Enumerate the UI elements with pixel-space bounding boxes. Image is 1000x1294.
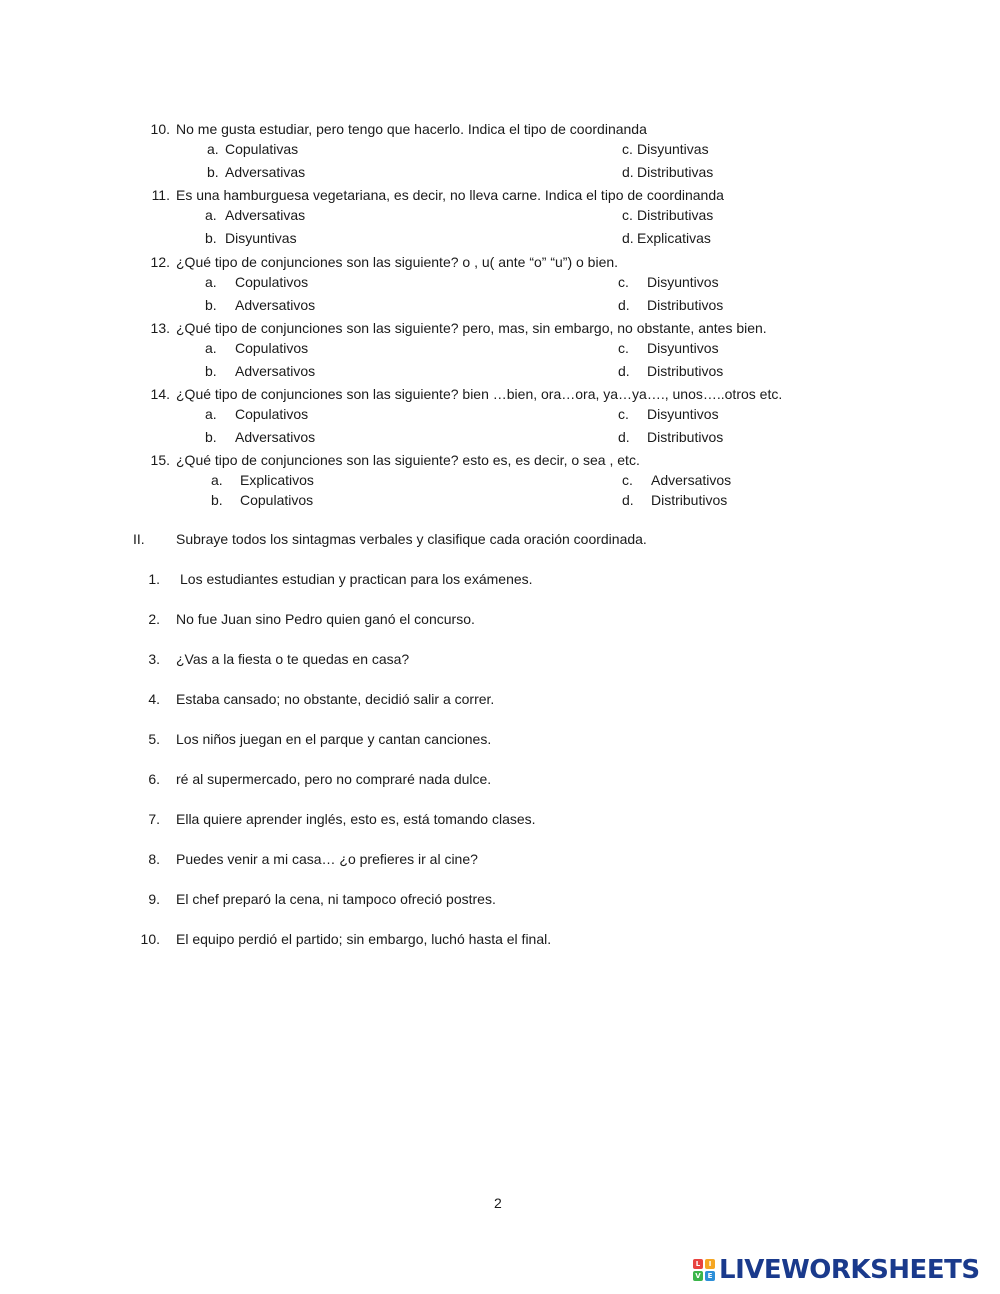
sentence-text: Los niños juegan en el parque y cantan canciones.: [176, 731, 492, 747]
option-letter: b.: [205, 429, 217, 445]
option-letter: c.: [618, 340, 629, 356]
sentence-number: 10.: [140, 931, 160, 947]
question-text: No me gusta estudiar, pero tengo que hacerlo. Indica el tipo de coordinanda: [176, 121, 647, 137]
sentence-text: El equipo perdió el partido; sin embargo, luchó hasta el final.: [176, 931, 552, 947]
option-letter: a.: [205, 406, 217, 422]
option-text: Explicativas: [637, 230, 711, 246]
section-instruction: Subraye todos los sintagmas verbales y clasifique cada oración coordinada.: [176, 531, 647, 547]
logo-mark-tile: L: [693, 1259, 703, 1269]
option-text: Disyuntivas: [637, 141, 709, 157]
question-number: 13.: [150, 320, 170, 336]
option-letter: a.: [205, 340, 217, 356]
option-letter: b.: [211, 492, 223, 508]
option-letter: b.: [205, 230, 217, 246]
option-text: Adversativos: [235, 363, 316, 379]
option-letter: b.: [207, 164, 219, 180]
option-letter: c.: [618, 406, 629, 422]
option-text: Copulativos: [235, 406, 309, 422]
option-text: Copulativos: [235, 340, 309, 356]
sentence-number: 2.: [148, 611, 160, 627]
option-text: Adversativas: [225, 164, 306, 180]
sentence-text: No fue Juan sino Pedro quien ganó el concurso.: [176, 611, 475, 627]
logo-mark-tile: I: [705, 1259, 715, 1269]
option-letter: d.: [622, 164, 634, 180]
sentence-number: 7.: [148, 811, 160, 827]
question-text: ¿Qué tipo de conjunciones son las siguiente? pero, mas, sin embargo, no obstante, antes bien.: [176, 320, 767, 336]
option-letter: a.: [205, 207, 217, 223]
option-text: Explicativos: [240, 472, 314, 488]
option-text: Distributivos: [647, 297, 724, 313]
sentence-text: Puedes venir a mi casa… ¿o prefieres ir al cine?: [176, 851, 478, 867]
option-text: Disyuntivos: [647, 406, 719, 422]
sentence-number: 3.: [148, 651, 160, 667]
logo-mark-tile: V: [693, 1271, 703, 1281]
option-letter: d.: [618, 363, 630, 379]
question-number: 15.: [150, 452, 170, 468]
liveworksheets-logo: [693, 1256, 980, 1284]
option-letter: c.: [622, 141, 633, 157]
option-letter: a.: [207, 141, 219, 157]
sentence-text: ré al supermercado, pero no compraré nada dulce.: [176, 771, 492, 787]
option-letter: a.: [205, 274, 217, 290]
question-text: Es una hamburguesa vegetariana, es decir, no lleva carne. Indica el tipo de coordinanda: [176, 187, 724, 203]
option-text: Distributivos: [647, 363, 724, 379]
logo-mark-icon: [693, 1259, 715, 1281]
option-text: Adversativas: [225, 207, 306, 223]
sentence-number: 8.: [148, 851, 160, 867]
option-text: Disyuntivas: [225, 230, 297, 246]
sentence-number: 1.: [148, 571, 160, 587]
option-text: Adversativos: [235, 297, 316, 313]
question-text: ¿Qué tipo de conjunciones son las siguiente? o , u( ante “o” “u”) o bien.: [176, 254, 619, 270]
option-text: Distributivas: [637, 207, 714, 223]
option-letter: c.: [618, 274, 629, 290]
option-text: Copulativos: [240, 492, 314, 508]
option-letter: c.: [622, 472, 633, 488]
sentence-number: 6.: [148, 771, 160, 787]
question-number: 12.: [150, 254, 170, 270]
sentence-number: 9.: [148, 891, 160, 907]
option-letter: b.: [205, 297, 217, 313]
section-roman-numeral: II.: [133, 531, 145, 547]
option-letter: d.: [622, 492, 634, 508]
question-number: 14.: [150, 386, 170, 402]
option-letter: d.: [622, 230, 634, 246]
option-text: Adversativos: [235, 429, 316, 445]
sentence-text: Ella quiere aprender inglés, esto es, está tomando clases.: [176, 811, 536, 827]
option-letter: d.: [618, 297, 630, 313]
option-text: Copulativos: [235, 274, 309, 290]
sentence-number: 4.: [148, 691, 160, 707]
sentence-text: El chef preparó la cena, ni tampoco ofreció postres.: [176, 891, 496, 907]
sentence-text: ¿Vas a la fiesta o te quedas en casa?: [176, 651, 410, 667]
sentence-text: Los estudiantes estudian y practican para los exámenes.: [180, 571, 533, 587]
option-text: Adversativos: [651, 472, 732, 488]
logo-mark-tile: E: [705, 1271, 715, 1281]
option-letter: a.: [211, 472, 223, 488]
question-number: 11.: [151, 187, 170, 203]
option-letter: c.: [622, 207, 633, 223]
option-letter: b.: [205, 363, 217, 379]
question-text: ¿Qué tipo de conjunciones son las siguiente? bien …bien, ora…ora, ya…ya…., unos…..otros etc.: [176, 386, 783, 402]
option-text: Disyuntivos: [647, 340, 719, 356]
question-text: ¿Qué tipo de conjunciones son las siguiente? esto es, es decir, o sea , etc.: [176, 452, 640, 468]
option-text: Copulativas: [225, 141, 299, 157]
page-number: 2: [494, 1195, 502, 1211]
sentence-text: Estaba cansado; no obstante, decidió salir a correr.: [176, 691, 495, 707]
option-text: Disyuntivos: [647, 274, 719, 290]
question-number: 10.: [150, 121, 170, 137]
option-letter: d.: [618, 429, 630, 445]
option-text: Distributivos: [647, 429, 724, 445]
option-text: Distributivas: [637, 164, 714, 180]
sentence-number: 5.: [148, 731, 160, 747]
option-text: Distributivos: [651, 492, 728, 508]
logo-text: LIVEWORKSHEETS: [719, 1255, 980, 1285]
